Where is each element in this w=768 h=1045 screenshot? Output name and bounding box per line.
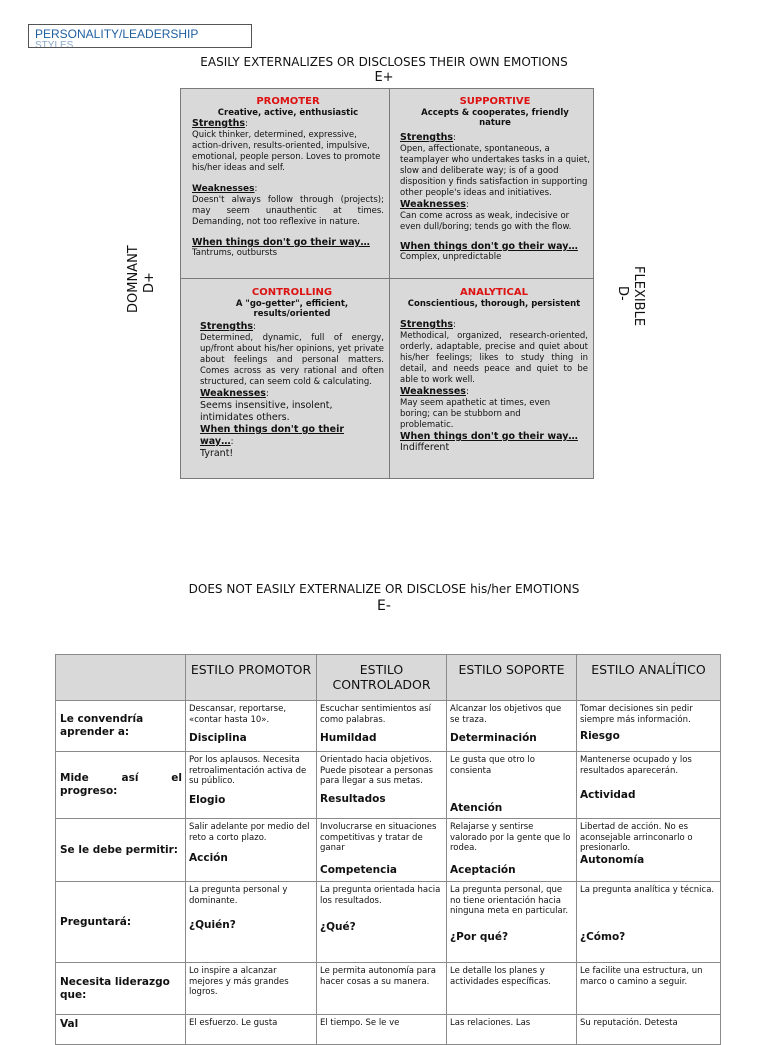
when-label: When things don't go their way… <box>200 424 345 447</box>
table-row <box>56 963 721 1015</box>
strengths-label: Strengths <box>200 321 254 332</box>
cell-text: Mantenerse ocupado y los resultados aparecerán. <box>580 755 692 776</box>
cell-text: Involucrarse en situaciones competitivas y tratar de ganar <box>320 822 437 853</box>
top-axis-title: EASILY EXTERNALIZES OR DISCLOSES THEIR OWN EMOTIONS <box>200 55 568 69</box>
row-label: Val <box>56 1015 186 1045</box>
cell-text: Escuchar sentimientos así como palabras. <box>320 704 431 725</box>
weaknesses-text: Can come across as weak, indecisive or even dull/boring; tends go with the flow. <box>400 211 572 232</box>
weaknesses-text: Seems insensitive, insolent, intimidates others. <box>200 400 333 423</box>
bottom-axis-symbol: E- <box>377 598 391 614</box>
table-cell <box>577 752 721 819</box>
weaknesses-text: May seem apathetic at times, even boring; can be stubborn and problematic. <box>400 398 551 430</box>
table-row <box>56 1015 721 1045</box>
cell-keyword: Resultados <box>320 793 386 805</box>
cell-text: Alcanzar los objetivos que se traza. <box>450 704 562 725</box>
table-header: ESTILO SOPORTE <box>447 655 577 701</box>
table-row <box>56 819 721 882</box>
cell-keyword: ¿Cómo? <box>580 931 626 943</box>
table-cell <box>577 882 721 963</box>
cell-text: Le facilite una estructura, un marco o camino a seguir. <box>580 966 703 987</box>
cell-text: Descansar, reportarse, «contar hasta 10». <box>189 704 287 725</box>
cell-text: Le permita autonomía para hacer cosas a su manera. <box>320 966 436 987</box>
bottom-axis-title: DOES NOT EASILY EXTERNALIZE OR DISCLOSE his/her EMOTIONS <box>188 582 580 596</box>
when-text: Tantrums, outbursts <box>192 248 278 258</box>
table-cell <box>317 752 447 819</box>
quadrant-promoter: PROMOTER Creative, active, enthusiastic Strengths: Quick thinker, determined, expressive, action-driven, results-oriented, impulsive, emotional, people person. Loves to promote his/her ideas and self. Weaknesses: Doesn't always follow through (projects); may seem unauthentic at times. Demanding, not too reflexive in nature. When things don't go their way… Tantrums, outbursts <box>192 96 384 258</box>
cell-keyword: Acción <box>189 852 228 864</box>
top-axis-symbol: E+ <box>374 70 394 85</box>
table-header: ESTILO PROMOTOR <box>186 655 317 701</box>
weaknesses-label: Weaknesses <box>200 388 266 399</box>
cell-keyword: Disciplina <box>189 732 247 744</box>
cell-text: El esfuerzo. Le gusta <box>189 1018 278 1028</box>
cell-keyword: Atención <box>450 802 503 814</box>
table-row <box>56 752 721 819</box>
strengths-label: Strengths <box>400 319 454 330</box>
table-cell <box>186 819 317 882</box>
weaknesses-text: Doesn't always follow through (projects); may seem unauthentic at times. Demanding, not too reflexive in nature. <box>192 195 384 227</box>
cell-text: Las relaciones. Las <box>450 1018 531 1028</box>
header-cut-text: STYLES <box>35 40 74 48</box>
quadrant-title: ANALYTICAL <box>460 287 528 298</box>
table-cell <box>186 752 317 819</box>
when-text: Complex, unpredictable <box>400 252 502 262</box>
table-cell <box>317 1015 447 1045</box>
left-axis <box>126 237 166 317</box>
cell-keyword: ¿Qué? <box>320 921 356 933</box>
when-text: Tyrant! <box>200 448 234 459</box>
row-label: Se le debe permitir: <box>56 819 186 882</box>
cell-text: Le detalle los planes y actividades específicas. <box>450 966 552 987</box>
quadrant-title: SUPPORTIVE <box>459 96 531 107</box>
table-cell <box>447 752 577 819</box>
table-cell <box>186 963 317 1015</box>
table-cell <box>317 882 447 963</box>
cell-text: El tiempo. Se le ve <box>320 1018 400 1028</box>
styles-table <box>55 654 721 1045</box>
table-cell <box>186 701 317 752</box>
cell-keyword: ¿Por qué? <box>450 931 509 943</box>
quadrant-subtitle: Conscientious, thorough, persistent <box>407 299 581 309</box>
table-cell <box>577 1015 721 1045</box>
left-axis-symbol: D+ <box>142 272 157 293</box>
quadrant-title: PROMOTER <box>256 96 320 107</box>
quadrant-subtitle: Creative, active, enthusiastic <box>217 108 359 118</box>
header-text: PERSONALITY/LEADERSHIP <box>35 27 199 41</box>
table-cell <box>577 963 721 1015</box>
cell-keyword: Elogio <box>189 794 226 806</box>
table-cell <box>317 819 447 882</box>
when-label: When things don't go their way… <box>400 241 578 252</box>
cell-text: Salir adelante por medio del reto a corto plazo. <box>189 822 310 843</box>
table-cell <box>317 963 447 1015</box>
personality-quadrant-grid <box>180 88 594 479</box>
cell-keyword: Humildad <box>320 732 377 744</box>
cell-text: La pregunta personal, que no tiene orientación hacia ninguna meta en particular. <box>450 885 569 916</box>
cell-keyword: Aceptación <box>450 864 516 876</box>
when-label: When things don't go their way… <box>192 237 370 248</box>
cell-keyword: ¿Quién? <box>189 919 236 931</box>
table-header: ESTILO CONTROLADOR <box>317 655 447 701</box>
cell-text: La pregunta personal y dominante. <box>189 885 288 906</box>
table-cell <box>447 819 577 882</box>
quadrant-supportive: SUPPORTIVE Accepts & cooperates, friendly nature Strengths: Open, affectionate, spontaneous, a teamplayer who undertakes tasks in a quiet, slow and deliberate way; is of a good disposition y finds satisfaction in supporting other people's ideas and initiatives. Weaknesses: Can come across as weak, indecisive or even dull/boring; tends go with the flow. When things don't go their way… Complex, unpredictable <box>400 96 590 262</box>
table-cell <box>447 963 577 1015</box>
cell-text: Su reputación. Detesta <box>580 1018 678 1028</box>
row-label: Preguntará: <box>56 882 186 963</box>
table-cell <box>447 1015 577 1045</box>
quadrant-analytical: ANALYTICAL Conscientious, thorough, persistent Strengths: Methodical, organized, research-oriented, orderly, adaptable, precise and quiet about his/her feelings; likes to study thing in detail, and needs peace and quiet to be able to work well. Weaknesses: May seem apathetic at times, even boring; can be stubborn and problematic. When things don't go their way… Indifferent <box>400 287 588 453</box>
when-label: When things don't go their way… <box>400 431 578 442</box>
cell-keyword: Competencia <box>320 864 398 876</box>
table-cell <box>577 701 721 752</box>
table-cell <box>317 701 447 752</box>
cell-text: Por los aplausos. Necesita retroalimentación activa de su público. <box>189 755 307 786</box>
quadrant-subtitle: Accepts & cooperates, friendly nature <box>421 108 569 128</box>
weaknesses-label: Weaknesses <box>400 199 466 210</box>
table-cell <box>186 1015 317 1045</box>
cell-text: Relajarse y sentirse valorado por la gente que lo rodea. <box>450 822 571 853</box>
grid-vertical-divider <box>389 89 390 478</box>
strengths-text: Determined, dynamic, full of energy, up/front about his/her opinions, yet private about feelings and personal matters. Comes across as very rational and often structured, can seem cold & calculating. <box>200 333 384 387</box>
weaknesses-label: Weaknesses <box>192 184 255 194</box>
cell-text: Lo inspire a alcanzar mejores y más grandes logros. <box>189 966 289 997</box>
weaknesses-label: Weaknesses <box>400 386 466 397</box>
cell-text: La pregunta analítica y técnica. <box>580 885 715 895</box>
table-row <box>56 882 721 963</box>
strengths-label: Strengths <box>192 118 246 129</box>
grid-horizontal-divider <box>181 278 593 279</box>
table-cell <box>186 882 317 963</box>
right-axis-symbol: D- <box>615 286 630 301</box>
left-axis-label: DOMNANT <box>126 245 141 313</box>
document-header-box <box>28 24 252 48</box>
table-cell <box>577 819 721 882</box>
quadrant-subtitle: A "go-getter", efficient, results/oriented <box>235 299 349 319</box>
table-cell <box>447 701 577 752</box>
row-label: Mide así el progreso: <box>56 752 186 819</box>
table-header-row <box>56 655 721 701</box>
quadrant-title: CONTROLLING <box>251 287 333 298</box>
quadrant-controlling: CONTROLLING A "go-getter", efficient, results/oriented Strengths: Determined, dynamic, full of energy, up/front about his/her opinions, yet private about feelings and personal matters. Comes across as very rational and often structured, can seem cold & calculating. Weaknesses: Seems insensitive, insolent, intimidates others. When things don't go their way…: Tyrant! <box>200 287 384 459</box>
cell-text: Tomar decisiones sin pedir siempre más información. <box>580 704 693 725</box>
cell-text: La pregunta orientada hacia los resultados. <box>320 885 441 906</box>
strengths-label: Strengths <box>400 132 454 143</box>
when-text: Indifferent <box>400 442 450 453</box>
table-header: ESTILO ANALÍTICO <box>577 655 721 701</box>
strengths-text: Quick thinker, determined, expressive, action-driven, results-oriented, impulsive, emotional, people person. Loves to promote his/her ideas and self. <box>192 130 381 173</box>
strengths-text: Open, affectionate, spontaneous, a teamplayer who undertakes tasks in a quiet, slow and deliberate way; is of a good disposition y finds satisfaction in supporting other people's ideas and initiatives. <box>400 144 590 198</box>
cell-keyword: Riesgo <box>580 730 620 742</box>
cell-text: Le gusta que otro lo consienta <box>450 755 535 776</box>
cell-keyword: Determinación <box>450 732 537 744</box>
row-label: Le convendría aprender a: <box>56 701 186 752</box>
cell-keyword: Autonomía <box>580 854 645 866</box>
strengths-text: Methodical, organized, research-oriented, orderly, adaptable, precise and quiet about his/her feelings; likes to study thing in detail, and needs peace and quiet to be able to work well. <box>400 331 588 385</box>
cell-text: Orientado hacia objetivos. Puede pisotear a personas para llegar a sus metas. <box>320 755 433 786</box>
table-row <box>56 701 721 752</box>
cell-keyword: Actividad <box>580 789 636 801</box>
row-label: Necesita liderazgo que: <box>56 963 186 1015</box>
table-cell <box>447 882 577 963</box>
cell-text: Libertad de acción. No es aconsejable arrinconarlo o presionarlo. <box>580 822 693 853</box>
table-header-blank <box>56 655 186 701</box>
right-axis-label: FLEXIBLE <box>631 266 646 327</box>
